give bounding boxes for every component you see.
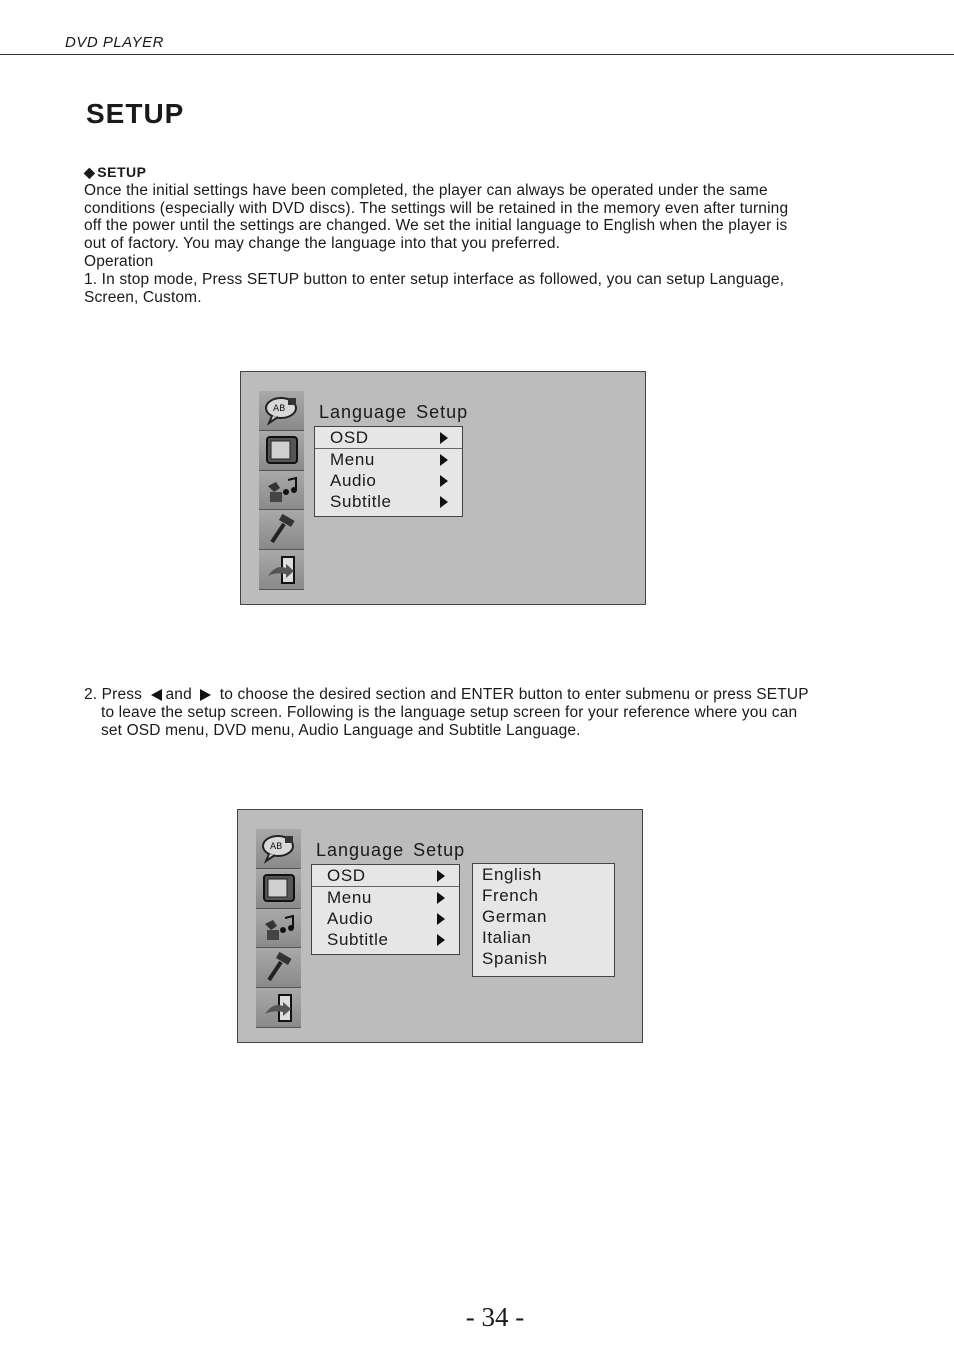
menu-item-label: OSD [330,428,369,447]
intro-line-3: off the power until the settings are changed. We set the initial language to English when the player is [84,217,788,235]
step2-line-3: set OSD menu, DVD menu, Audio Language and Subtitle Language. [101,721,581,739]
step2-line-2: to leave the setup screen. Following is the language setup screen for your reference where you can [101,703,798,721]
operation-label: Operation [84,252,154,270]
arrow-right-icon [440,454,448,466]
setup-icon-strip [256,829,301,1028]
language-option-italian[interactable]: Italian [482,928,532,947]
arrow-right-icon [437,913,445,925]
section-heading [84,164,874,182]
step2-prefix: 2. Press [84,686,143,703]
diamond-icon: ◆ [84,164,96,180]
arrow-right-icon [440,475,448,487]
audio-icon[interactable] [259,471,304,511]
menu-item-label: Subtitle [327,930,389,949]
arrow-right-icon [440,496,448,508]
language-menu [314,426,463,517]
language-icon[interactable] [259,391,304,431]
language-setup-screen-1 [240,371,646,605]
intro-line-1: Once the initial settings have been completed, the player can always be operated under the same [84,181,768,199]
menu-item-menu[interactable] [315,449,462,470]
right-arrow-icon [200,689,211,701]
arrow-right-icon [437,892,445,904]
svg-text:AB: AB [269,842,282,853]
svg-text:AB: AB [272,404,285,415]
audio-icon[interactable] [256,909,301,949]
menu-item-label: Audio [327,909,374,928]
setup-icon-strip [259,391,304,590]
language-option-french[interactable]: French [482,886,539,905]
arrow-right-icon [437,934,445,946]
header-label: DVD PLAYER [65,34,164,51]
tv-screen-icon[interactable] [256,869,301,909]
section-heading-text: SETUP [97,164,147,180]
menu-item-osd[interactable] [312,865,459,887]
menu-item-label: Subtitle [330,492,392,511]
menu-item-subtitle[interactable] [315,491,462,512]
arrow-right-icon [437,870,445,882]
language-menu [311,864,460,955]
tv-screen-icon[interactable] [259,431,304,471]
step1-line-2: Screen, Custom. [84,288,202,306]
exit-icon[interactable] [256,988,301,1028]
header-rule [0,54,954,55]
menu-item-label: Menu [330,450,375,469]
language-option-spanish[interactable]: Spanish [482,949,548,968]
page-title: SETUP [86,98,185,129]
left-arrow-icon [151,689,162,701]
language-icon[interactable] [256,829,301,869]
step2-text [84,686,884,739]
menu-item-label: OSD [327,866,366,885]
menu-item-osd[interactable] [315,427,462,449]
menu-item-menu[interactable] [312,887,459,908]
menu-item-audio[interactable] [312,908,459,929]
arrow-right-icon [440,432,448,444]
language-option-german[interactable]: German [482,907,548,926]
screen-title: Language Setup [319,402,469,422]
language-option-english[interactable]: English [482,865,542,884]
language-setup-screen-2 [237,809,643,1043]
screen-title: Language Setup [316,840,466,860]
step1-line-1: 1. In stop mode, Press SETUP button to enter setup interface as followed, you can setup Language, [84,270,785,288]
tools-icon[interactable] [256,948,301,988]
intro-line-2: conditions (especially with DVD discs). The settings will be retained in the memory even after turning [84,199,789,217]
menu-item-subtitle[interactable] [312,929,459,950]
language-options [472,863,615,977]
step2-and: and [165,686,192,703]
menu-item-label: Menu [327,888,372,907]
tools-icon[interactable] [259,510,304,550]
intro-line-4: out of factory. You may change the language into that you preferred. [84,235,561,253]
menu-item-label: Audio [330,471,377,490]
setup-section [84,164,874,306]
exit-icon[interactable] [259,550,304,590]
page-number: - 34 - [465,1302,525,1332]
menu-item-audio[interactable] [315,470,462,491]
step2-rest: to choose the desired section and ENTER button to enter submenu or press SETUP [219,686,809,703]
